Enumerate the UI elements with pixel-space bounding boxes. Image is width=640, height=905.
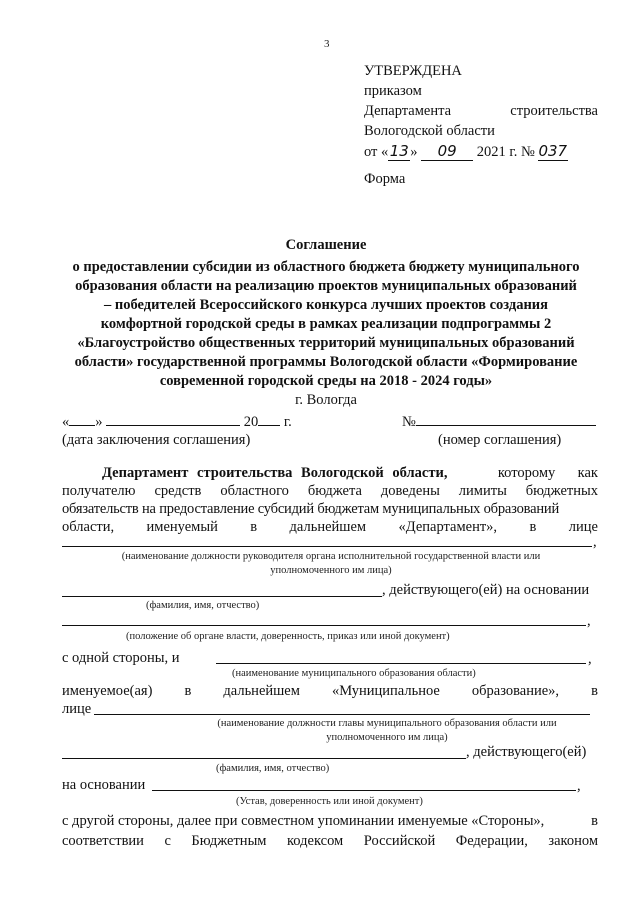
w: Федерации,: [455, 833, 528, 849]
month-blank: [106, 412, 240, 426]
document-fill-line-2: [152, 790, 576, 791]
approval-line2-right: строительства: [510, 103, 598, 119]
caption-fio-1: (фамилия, имя, отчество): [146, 600, 260, 611]
close-quote: »: [95, 414, 103, 430]
p1-line4: [62, 518, 598, 536]
approval-date-line: [364, 142, 598, 162]
comma: ,: [587, 613, 591, 629]
fio-fill-line-1: [62, 596, 382, 597]
date-caption: (дата заключения соглашения): [62, 432, 251, 448]
date-mid: »: [410, 144, 418, 160]
w: с: [164, 833, 171, 849]
comma: ,: [593, 534, 597, 550]
open-quote: «: [62, 414, 70, 430]
approval-year: 2021 г.: [476, 144, 518, 160]
p1-line2: [62, 482, 598, 500]
number-sign: №: [402, 414, 416, 430]
w: в: [529, 519, 537, 535]
date-prefix: от «: [364, 144, 389, 160]
w: получателю: [62, 483, 136, 499]
w: в: [591, 683, 598, 699]
on-basis: на основании: [62, 777, 146, 793]
number-row: [402, 412, 596, 431]
caption-head-2: уполномоченного им лица): [270, 565, 392, 576]
p1-w1: которому: [497, 465, 556, 481]
w: Российской: [363, 833, 436, 849]
w: кодексом: [287, 833, 344, 849]
w: соответствии: [62, 833, 144, 849]
approval-day: 13: [389, 142, 409, 160]
caption-fio-2: (фамилия, имя, отчество): [216, 763, 330, 774]
other-side-line: [62, 812, 598, 830]
agreement-heading: Соглашение: [285, 237, 367, 253]
caption-mo: (наименование муниципального образования области): [232, 668, 476, 679]
w: законом: [548, 833, 598, 849]
w: в: [591, 813, 598, 829]
number-caption: (номер соглашения): [438, 432, 562, 448]
year-blank: [258, 412, 280, 426]
city: г. Вологда: [295, 392, 357, 408]
year-suffix: г.: [283, 414, 292, 430]
date-row: [62, 412, 292, 431]
w: «Департамент»,: [398, 519, 498, 535]
title-line-4: комфортной городской среды в рамках реализации подпрограммы 2: [100, 316, 552, 332]
title-line-3: – победителей Всероссийского конкурса лучших проектов создания: [103, 297, 549, 313]
w: доведены: [380, 483, 440, 499]
approval-title: УТВЕРЖДЕНА: [364, 63, 462, 79]
w: «Муниципальное: [331, 683, 440, 699]
w: средств: [154, 483, 202, 499]
w: дальнейшем: [223, 683, 300, 699]
w: Бюджетным: [191, 833, 267, 849]
last-line: [62, 832, 598, 850]
w: в: [184, 683, 192, 699]
head-mo-fill-line: [94, 714, 590, 715]
approval-line2: [364, 102, 598, 122]
w: именуемый: [146, 519, 218, 535]
title-line-7: современной городской среды на 2018 - 2024 годы»: [159, 373, 493, 389]
day-blank: [69, 412, 95, 426]
one-side: с одной стороны, и: [62, 650, 180, 666]
w: дальнейшем: [289, 519, 367, 535]
caption-doc-1: (положение об органе власти, доверенность, приказ или иной документ): [126, 631, 450, 642]
approval-line1: приказом: [364, 83, 422, 99]
title-line-2: образования области на реализацию проектов муниципальных образований: [75, 278, 577, 294]
w: именуемое(ая): [62, 683, 153, 699]
acting-basis: , действующего(ей) на основании: [382, 582, 590, 598]
face-label: лице: [62, 701, 92, 717]
mo-fill-line: [216, 663, 586, 664]
w: области,: [62, 519, 115, 535]
caption-head-mo-1: (наименование должности главы муниципального образования области или: [217, 718, 557, 729]
w: областного: [220, 483, 289, 499]
w: бюджета: [307, 483, 362, 499]
named-mo-line: [62, 682, 598, 700]
comma: ,: [577, 778, 581, 794]
page-number: 3: [324, 38, 330, 50]
department-name: Департамент строительства Вологодской области,: [102, 465, 448, 481]
approval-block: [364, 62, 598, 162]
fio-fill-line-2: [62, 758, 466, 759]
w: с другой стороны, далее при совместном упоминании именуемые «Стороны»,: [62, 813, 545, 829]
w: лице: [568, 519, 598, 535]
title-line-1: о предоставлении субсидии из областного бюджета бюджету муниципального: [72, 259, 580, 275]
approval-line2-left: Департамента: [364, 103, 452, 119]
approval-line3: Вологодской области: [364, 123, 495, 139]
p1-line3: обязательств на предоставление субсидий бюджетам муниципальных образований: [62, 501, 559, 517]
w: лимиты: [458, 483, 507, 499]
approval-number-sign: №: [520, 144, 535, 160]
comma: ,: [588, 651, 592, 667]
paragraph-1: [62, 464, 598, 536]
document-fill-line-1: [62, 625, 586, 626]
number-blank: [416, 412, 596, 426]
w: образование»,: [471, 683, 560, 699]
p1-w2: как: [577, 465, 598, 481]
approval-month: 09: [421, 142, 473, 161]
title-line-5: «Благоустройство общественных территорий муниципальных образований: [77, 335, 575, 351]
w: в: [250, 519, 258, 535]
head-fill-line: [62, 546, 592, 547]
agreement-title: [40, 236, 612, 410]
caption-head-mo-2: уполномоченного им лица): [326, 732, 448, 743]
title-line-6: области» государственной программы Вологодской области «Формирование: [74, 354, 578, 370]
w: бюджетных: [525, 483, 598, 499]
acting: , действующего(ей): [466, 744, 587, 760]
p1-line1: [62, 464, 598, 482]
approval-number: 037: [538, 142, 568, 160]
year-prefix: 20: [243, 414, 259, 430]
caption-doc-2: (Устав, доверенность или иной документ): [236, 796, 423, 807]
form-label: Форма: [364, 171, 406, 187]
caption-head-1: (наименование должности руководителя органа исполнительной государственной власти или: [121, 551, 541, 562]
